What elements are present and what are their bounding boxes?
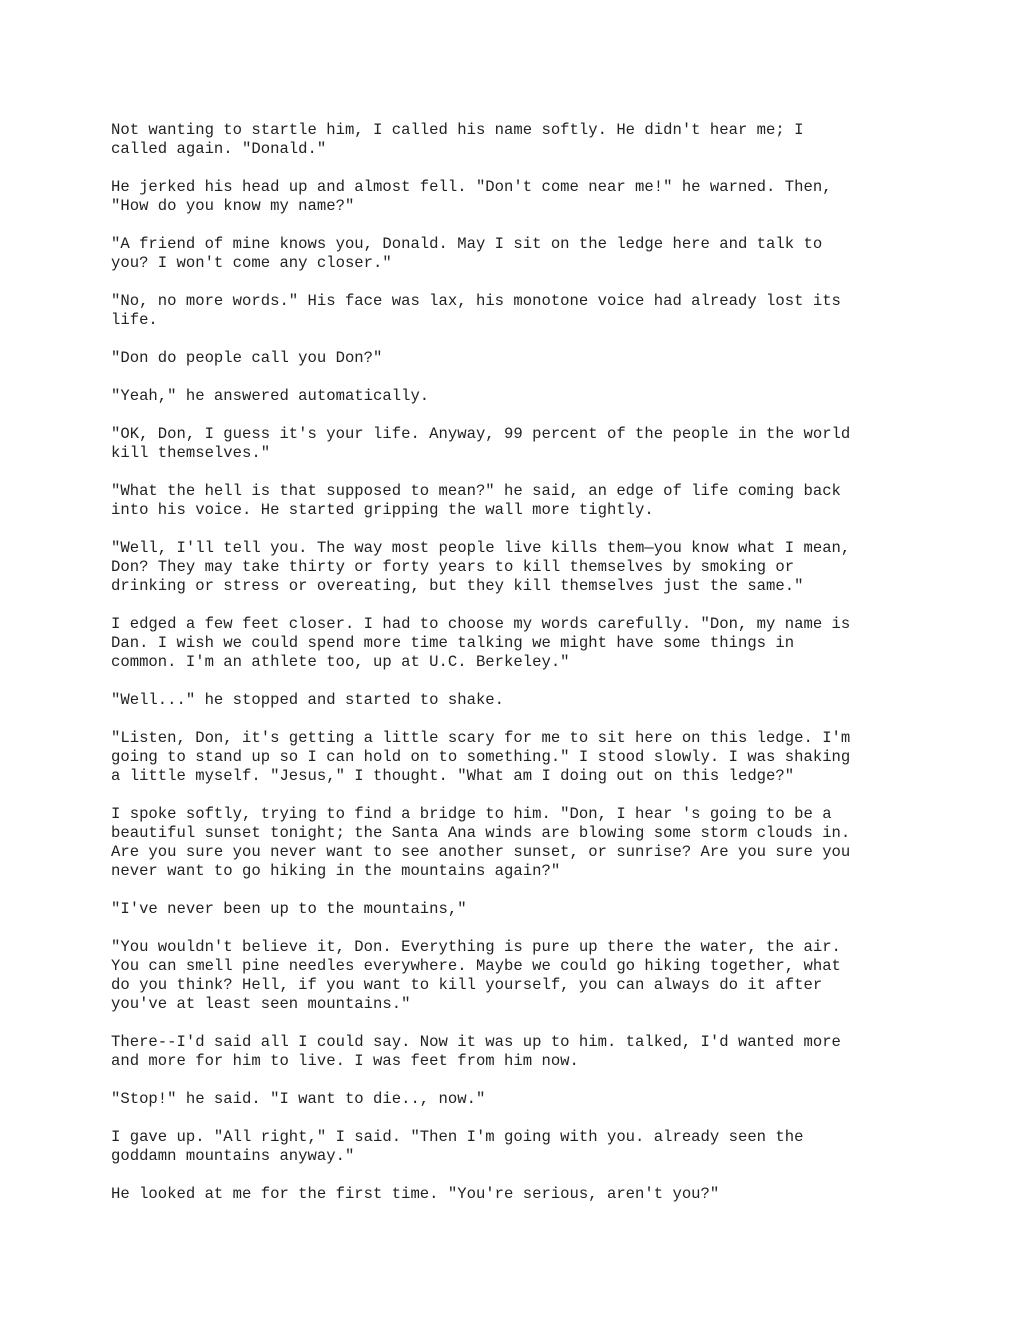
paragraph-10: I edged a few feet closer. I had to choose my words carefully. "Don, my name is Dan. I wish we could spend more time talking we might have some things in common. I'm an athlete too, up at U.C. Berkeley." <box>111 615 851 671</box>
paragraph-19: He looked at me for the first time. "You're serious, aren't you?" <box>111 1185 720 1203</box>
paragraph-13: I spoke softly, trying to find a bridge to him. "Don, I hear 's going to be a beautiful sunset tonight; the Santa Ana winds are blowing some storm clouds in. Are you sure you never want to see another sunset, or sunrise? Are you sure you never want to go hiking in the mountains again?" <box>111 805 851 880</box>
paragraph-2: He jerked his head up and almost fell. "Don't come near me!" he warned. Then, "How do you know my name?" <box>111 178 832 215</box>
paragraph-4: "No, no more words." His face was lax, his monotone voice had already lost its life. <box>111 292 841 329</box>
document-body <box>111 121 911 1204</box>
paragraph-6: "Yeah," he answered automatically. <box>111 387 430 405</box>
paragraph-11: "Well..." he stopped and started to shake. <box>111 691 505 709</box>
paragraph-9: "Well, I'll tell you. The way most people live kills them—you know what I mean, Don? They may take thirty or forty years to kill themselves by smoking or drinking or stress or overeating, but they kill themselves just the same." <box>111 539 851 595</box>
paragraph-14: "I've never been up to the mountains," <box>111 900 467 918</box>
paragraph-3: "A friend of mine knows you, Donald. May I sit on the ledge here and talk to you? I won't come any closer." <box>111 235 823 272</box>
paragraph-18: I gave up. "All right," I said. "Then I'm going with you. already seen the goddamn mountains anyway." <box>111 1128 804 1165</box>
paragraph-7: "OK, Don, I guess it's your life. Anyway, 99 percent of the people in the world kill themselves." <box>111 425 851 462</box>
paragraph-5: "Don do people call you Don?" <box>111 349 383 367</box>
paragraph-8: "What the hell is that supposed to mean?" he said, an edge of life coming back into his voice. He started gripping the wall more tightly. <box>111 482 841 519</box>
paragraph-17: "Stop!" he said. "I want to die.., now." <box>111 1090 486 1108</box>
paragraph-1: Not wanting to startle him, I called his name softly. He didn't hear me; I called again. "Donald." <box>111 121 804 158</box>
paragraph-16: There--I'd said all I could say. Now it was up to him. talked, I'd wanted more and more for him to live. I was feet from him now. <box>111 1033 841 1070</box>
paragraph-12: "Listen, Don, it's getting a little scary for me to sit here on this ledge. I'm going to stand up so I can hold on to something." I stood slowly. I was shaking a little myself. "Jesus," I thought. "What am I doing out on this ledge?" <box>111 729 851 785</box>
paragraph-15: "You wouldn't believe it, Don. Everything is pure up there the water, the air. You can smell pine needles everywhere. Maybe we could go hiking together, what do you think? Hell, if you want to kill yourself, you can always do it after you've at least seen mountains." <box>111 938 841 1013</box>
